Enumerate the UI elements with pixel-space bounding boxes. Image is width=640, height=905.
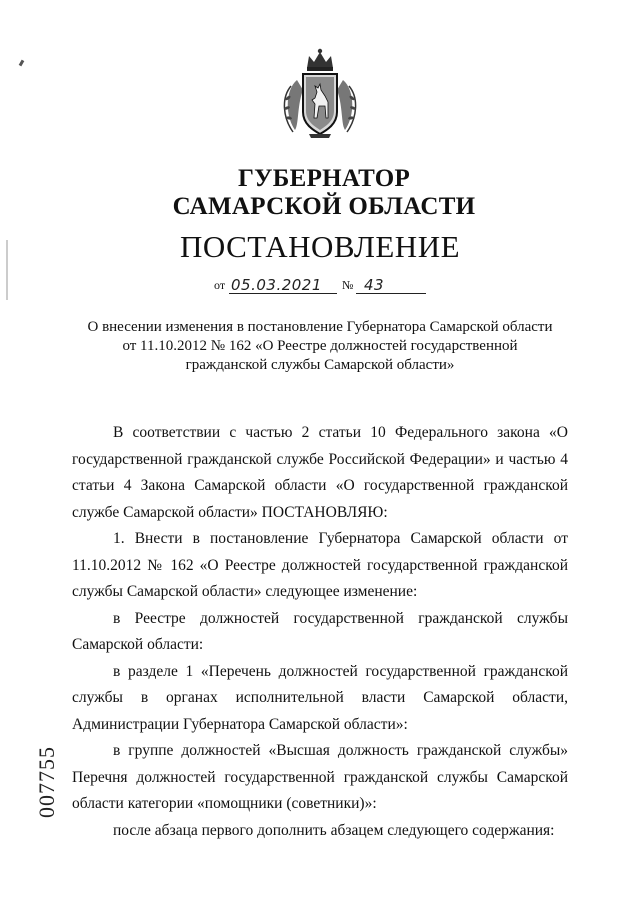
number-value: 43 <box>364 276 385 294</box>
body-paragraph: в разделе 1 «Перечень должностей государственной гражданской службы в органах исполнительной власти Самарской области, Администрации Губернатора Самарской области»: <box>72 662 568 733</box>
scan-edge-mark <box>6 240 8 300</box>
document-subject <box>60 318 580 375</box>
region-heading: САМАРСКОЙ ОБЛАСТИ <box>172 193 476 220</box>
subject-line: О внесении изменения в постановление Губернатора Самарской области <box>87 319 553 335</box>
subject-line: гражданской службы Самарской области» <box>185 357 455 373</box>
scan-speck <box>19 60 25 67</box>
governor-heading: ГУБЕРНАТОР <box>237 165 411 192</box>
subject-line: от 11.10.2012 № 162 «О Реестре должностей государственной <box>122 338 518 354</box>
date-label: от <box>214 278 226 292</box>
body-paragraph: в группе должностей «Высшая должность гражданской службы» Перечня должностей государственной гражданской службы Самарской области категории «помощники (советники)»: <box>72 742 568 812</box>
form-serial-number: 007755 <box>34 746 59 818</box>
body-paragraph: В соответствии с частью 2 статьи 10 Федерального закона «О государственной гражданской службе Российской Федерации» и частью 4 статьи 4 Закона Самарской области «О государственной гражданской службе Самарской области» ПОСТАНОВЛЯЮ: <box>72 424 568 521</box>
body-paragraph: в Реестре должностей государственной гражданской службы Самарской области: <box>72 609 568 653</box>
coat-of-arms-emblem <box>279 46 361 140</box>
document-body <box>72 420 568 844</box>
body-paragraph: 1. Внести в постановление Губернатора Самарской области от 11.10.2012 № 162 «О Реестре должностей государственной гражданской службы Самарской области» следующее изменение: <box>72 530 568 600</box>
registration-line <box>214 274 434 296</box>
body-paragraph: после абзаца первого дополнить абзацем следующего содержания: <box>113 821 555 839</box>
date-value: 05.03.2021 <box>231 276 322 294</box>
document-type-title: ПОСТАНОВЛЕНИЕ <box>179 229 461 264</box>
number-label: № <box>342 278 354 292</box>
